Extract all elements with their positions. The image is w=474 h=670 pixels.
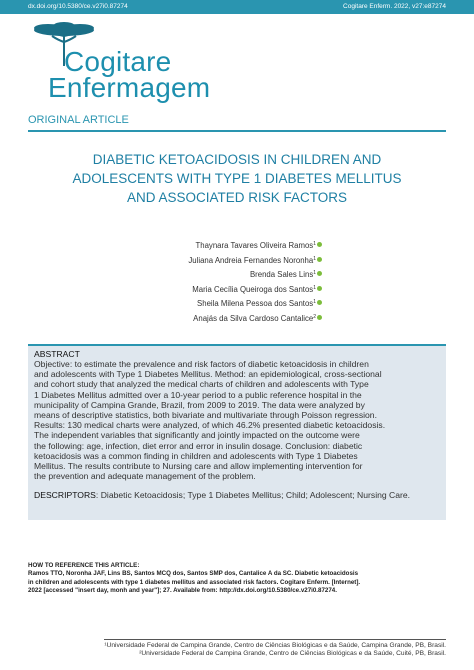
- author-entry: [188, 311, 322, 326]
- orcid-icon[interactable]: [317, 242, 322, 247]
- affiliation-marker: 1: [313, 270, 316, 277]
- abstract-line: The independent variables that significantly and jointly impacted on the outcome were: [34, 430, 360, 441]
- author-entry: [188, 267, 322, 282]
- author-entry: [188, 296, 322, 311]
- journal-header-bar: [0, 0, 474, 14]
- descriptors-text: : Diabetic Ketoacidosis; Type 1 Diabetes Mellitus; Child; Adolescent; Nursing Care.: [95, 490, 411, 500]
- author-entry: [188, 238, 322, 253]
- abstract-line: the prevention and adequate management of the problem.: [34, 471, 256, 482]
- title-line: AND ASSOCIATED RISK FACTORS: [126, 190, 348, 205]
- abstract-line: 1 Diabetes Mellitus admitted over a 10-year period to a public reference hospital in the: [34, 389, 362, 400]
- abstract-line: and adolescents with Type 1 Diabetes Mellitus. Method: an epidemiological, cross-sectional: [34, 369, 382, 380]
- abstract-line: the following: age, infection, diet error and error in insulin dosage. Conclusion: diabetic: [34, 440, 363, 451]
- abstract-box: [28, 344, 446, 520]
- author-name: Sheila Milena Pessoa dos Santos: [197, 299, 314, 309]
- abstract-line: ketoacidosis was a common finding in children and adolescents with Type 1 Diabetes: [34, 450, 358, 461]
- orcid-icon[interactable]: [317, 286, 322, 291]
- affiliation-marker: 1: [313, 284, 316, 291]
- doi-link[interactable]: dx.doi.org/10.5380/ce.v27i0.87274: [28, 3, 128, 10]
- abstract-line: Objective: to estimate the prevalence and risk factors of diabetic ketoacidosis in children: [34, 359, 369, 369]
- reference-line: Ramos TTO, Noronha JAF, Lins BS, Santos MCQ dos, Santos SMP dos, Cantalice A da SC. Diabetic ketoacidosis: [28, 570, 359, 578]
- abstract-body: [34, 359, 444, 481]
- author-name: Maria Cecília Queiroga dos Santos: [192, 284, 314, 294]
- how-to-reference: [28, 562, 446, 596]
- author-entry: [188, 253, 322, 268]
- abstract-line: means of descriptive statistics, both bivariate and multivariate through Poisson regression.: [34, 410, 377, 421]
- logo-text-cogitare: Cogitare: [64, 46, 172, 77]
- reference-line: 2022 [accessed "insert day, monh and year"]; 27. Available from: http://dx.doi.org/10.5380/ce.v27i0.87274.: [28, 587, 337, 595]
- orcid-icon[interactable]: [317, 300, 322, 305]
- affiliations: [104, 642, 446, 659]
- abstract-top-border: [28, 344, 446, 346]
- affiliation-marker: 1: [313, 241, 316, 247]
- article-title: [40, 150, 434, 207]
- affiliation-marker: 2: [313, 313, 316, 320]
- journal-logo: [28, 22, 228, 102]
- author-entry: [188, 282, 322, 297]
- abstract-line: Results: 130 medical charts were analyzed, of which 46.2% presented diabetic ketoacidosis.: [34, 420, 386, 431]
- abstract-line: Mellitus. The results contribute to Nursing care and allow implementing intervention for: [34, 461, 363, 472]
- descriptors-label: DESCRIPTORS: [34, 490, 96, 500]
- title-line: DIABETIC KETOACIDOSIS IN CHILDREN AND: [92, 152, 382, 167]
- affiliation-line: ²Universidade Federal de Campina Grande, Centro de Ciências Biológicas e da Saúde, Cuité, PB, Brasil.: [139, 650, 446, 658]
- reference-heading: HOW TO REFERENCE THIS ARTICLE:: [28, 562, 140, 569]
- orcid-icon[interactable]: [317, 271, 322, 276]
- journal-citation: Cogitare Enferm. 2022, v27:e87274: [343, 3, 446, 10]
- abstract-heading: ABSTRACT: [34, 349, 80, 359]
- author-name: Anajás da Silva Cardoso Cantalice: [193, 313, 314, 323]
- abstract-line: and cohort study that analyzed the medical charts of children and adolescents with Type: [34, 379, 369, 390]
- logo-text-enfermagem: Enfermagem: [48, 72, 211, 103]
- affiliation-line: ¹Universidade Federal de Campina Grande, Centro de Ciências Biológicas e da Saúde, Campina Grande, PB, Brasil.: [104, 642, 446, 649]
- descriptors: [34, 490, 444, 500]
- affiliation-marker: 1: [313, 255, 316, 262]
- author-list: [188, 238, 322, 326]
- affiliation-marker: 1: [313, 299, 316, 306]
- section-label: ORIGINAL ARTICLE: [28, 114, 129, 126]
- author-name: Brenda Sales Lins: [249, 270, 314, 280]
- author-name: Thaynara Tavares Oliveira Ramos: [195, 241, 314, 250]
- title-line: ADOLESCENTS WITH TYPE 1 DIABETES MELLITUS: [72, 171, 402, 186]
- abstract-line: municipality of Campina Grande, Brazil, from 2009 to 2019. The data were analyzed by: [34, 399, 365, 410]
- author-name: Juliana Andreia Fernandes Noronha: [188, 255, 314, 265]
- affiliation-divider: [104, 639, 446, 640]
- reference-line: in children and adolescents with type 1 diabetes mellitus and associated risk factors. Cogitare Enferm. [Internet].: [28, 578, 361, 586]
- orcid-icon[interactable]: [317, 315, 322, 320]
- orcid-icon[interactable]: [317, 257, 322, 262]
- section-divider: [28, 130, 446, 132]
